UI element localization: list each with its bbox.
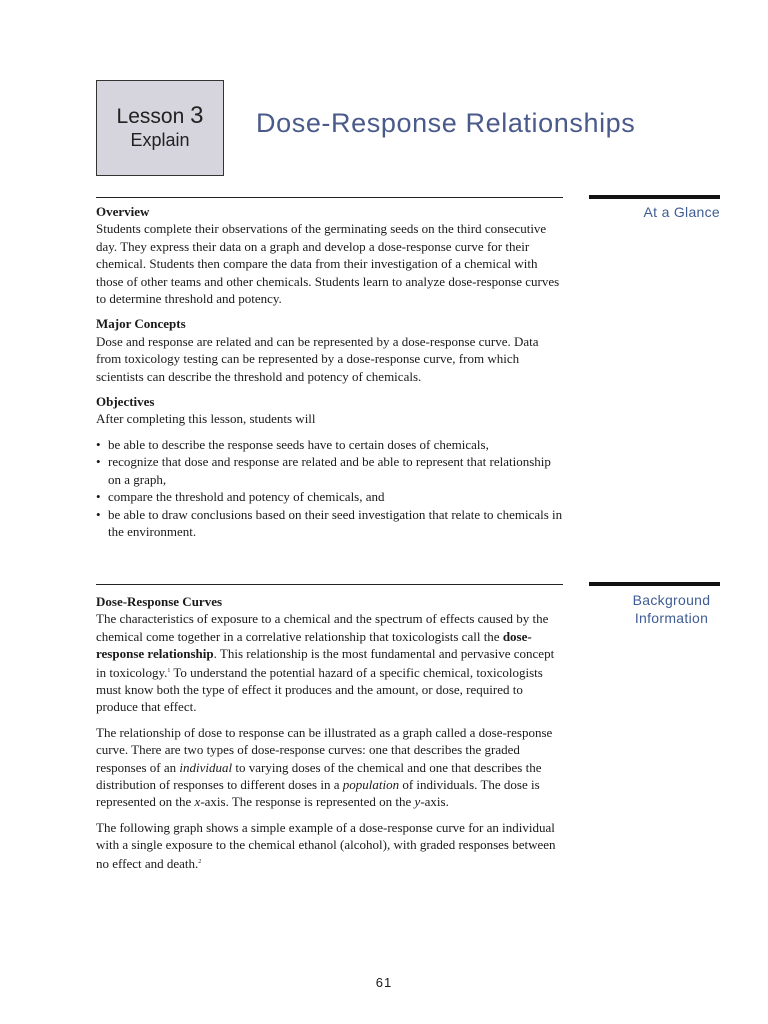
lesson-badge <box>96 80 224 176</box>
page-number: 61 <box>375 975 393 990</box>
major-concepts-text: Dose and response are related and can be represented by a dose-response curve. Data from toxicology testing can be represented by a dose-response curve, from which scientists can describe the threshold and potency of chemicals. <box>96 333 539 384</box>
list-item: • recognize that dose and response are related and be able to represent that relationship on a graph, <box>96 453 566 488</box>
list-item: • be able to describe the response seeds have to certain doses of chemicals, <box>96 436 566 453</box>
at-a-glance-section <box>96 203 566 540</box>
background-paragraph-1: The characteristics of exposure to a chemical and the spectrum of effects caused by the chemical come together in a correlative relationship that toxicologists call the dose-response relationship. This relationship is the most fundamental and pervasive concept in toxicology.$^1$ To understand the potential hazard of a specific chemical, toxicologists must know both the type of effect it produces and the amount, or dose, required to produce that effect. <box>96 611 555 715</box>
lesson-word: Lesson <box>116 105 185 128</box>
section-divider <box>96 197 563 198</box>
sidebar-divider <box>589 582 720 586</box>
sidebar-label-at-a-glance: At a Glance <box>643 204 720 220</box>
background-section <box>96 593 566 880</box>
overview-text: Students complete their observations of the germinating seeds on the third consecutive day. They express their data on a graph and develop a dose-response curve for their chemical. Students then compare the data from their investigation of a chemical with those of other teams and other chemicals. Students learn to analyze dose-response curves to determine threshold and potency. <box>96 221 560 307</box>
background-paragraph-2: The relationship of dose to response can be illustrated as a graph called a dose-response curve. There are two types of dose-response curves: one that describes the graded responses of an individual to varying doses of the chemical and one that describes the distribution of responses to different doses in a population of individuals. The dose is represented on the x-axis. The response is represented on the y-axis. <box>96 724 553 810</box>
objectives-intro: After completing this lesson, students will <box>96 411 316 427</box>
lesson-number: 3 <box>190 102 204 129</box>
dose-response-heading: Dose-Response Curves <box>96 594 223 609</box>
footnote-ref: 1 <box>167 667 171 674</box>
page-title: Dose-Response Relationships <box>256 108 636 138</box>
background-paragraph-3: The following graph shows a simple example of a dose-response curve for an individual with a single exposure to the chemical ethanol (alcohol), with graded responses between no effect and death.$^2$ <box>96 819 556 871</box>
lesson-label <box>97 102 223 130</box>
objectives-list <box>96 436 566 540</box>
overview-heading: Overview <box>96 204 150 219</box>
sidebar-label-background: Background Information <box>632 592 711 626</box>
objectives-heading: Objectives <box>96 394 155 410</box>
list-item: • be able to draw conclusions based on their seed investigation that relate to chemicals in the environment. <box>96 506 566 541</box>
list-item: • compare the threshold and potency of chemicals, and <box>96 488 566 505</box>
footnote-ref: 2 <box>198 858 202 865</box>
major-concepts-heading: Major Concepts <box>96 316 186 332</box>
section-divider <box>96 584 563 585</box>
sidebar-divider <box>589 195 720 199</box>
lesson-phase: Explain <box>130 130 190 150</box>
